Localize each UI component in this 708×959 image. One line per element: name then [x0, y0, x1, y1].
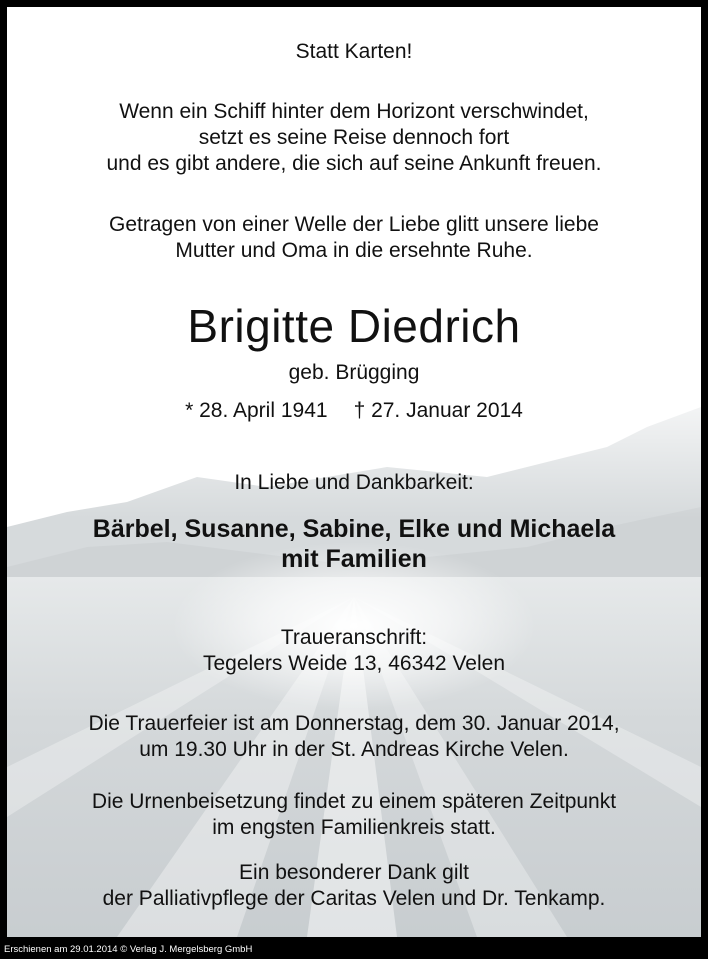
intro-line: Statt Karten!: [295, 40, 413, 63]
publication-footer: Erschienen am 29.01.2014 © Verlag J. Mergelsberg GmbH: [4, 944, 253, 955]
family-line: mit Familien: [281, 545, 427, 573]
thanks-line: Ein besonderer Dank gilt: [239, 861, 469, 884]
poem-line: setzt es seine Reise dennoch fort: [198, 126, 510, 149]
burial-line: im engsten Familienkreis statt.: [212, 816, 496, 839]
maiden-name: geb. Brügging: [288, 361, 420, 384]
death-date: † 27. Januar 2014: [353, 399, 523, 422]
service-line: Die Trauerfeier ist am Donnerstag, dem 30. Januar 2014,: [88, 712, 620, 735]
service-line: um 19.30 Uhr in der St. Andreas Kirche Velen.: [139, 738, 569, 761]
poem-line: Wenn ein Schiff hinter dem Horizont verschwindet,: [119, 100, 589, 123]
address-label: Traueranschrift:: [280, 626, 428, 649]
burial-line: Die Urnenbeisetzung findet zu einem späteren Zeitpunkt: [91, 790, 617, 813]
poem-line: und es gibt andere, die sich auf seine Ankunft freuen.: [106, 152, 602, 175]
birth-date: * 28. April 1941: [185, 399, 328, 422]
life-dates: [7, 398, 701, 424]
thanks-line: der Palliativpflege der Caritas Velen und Dr. Tenkamp.: [102, 887, 606, 910]
announcement-line: Mutter und Oma in die ersehnte Ruhe.: [175, 239, 533, 262]
address: Tegelers Weide 13, 46342 Velen: [203, 652, 505, 675]
obituary-card: [7, 7, 701, 937]
announcement-line: Getragen von einer Welle der Liebe glitt unsere liebe: [109, 213, 599, 236]
dedication-line: In Liebe und Dankbarkeit:: [234, 471, 474, 494]
family-line: Bärbel, Susanne, Sabine, Elke und Michaela: [92, 515, 616, 543]
deceased-name: Brigitte Diedrich: [187, 300, 521, 352]
